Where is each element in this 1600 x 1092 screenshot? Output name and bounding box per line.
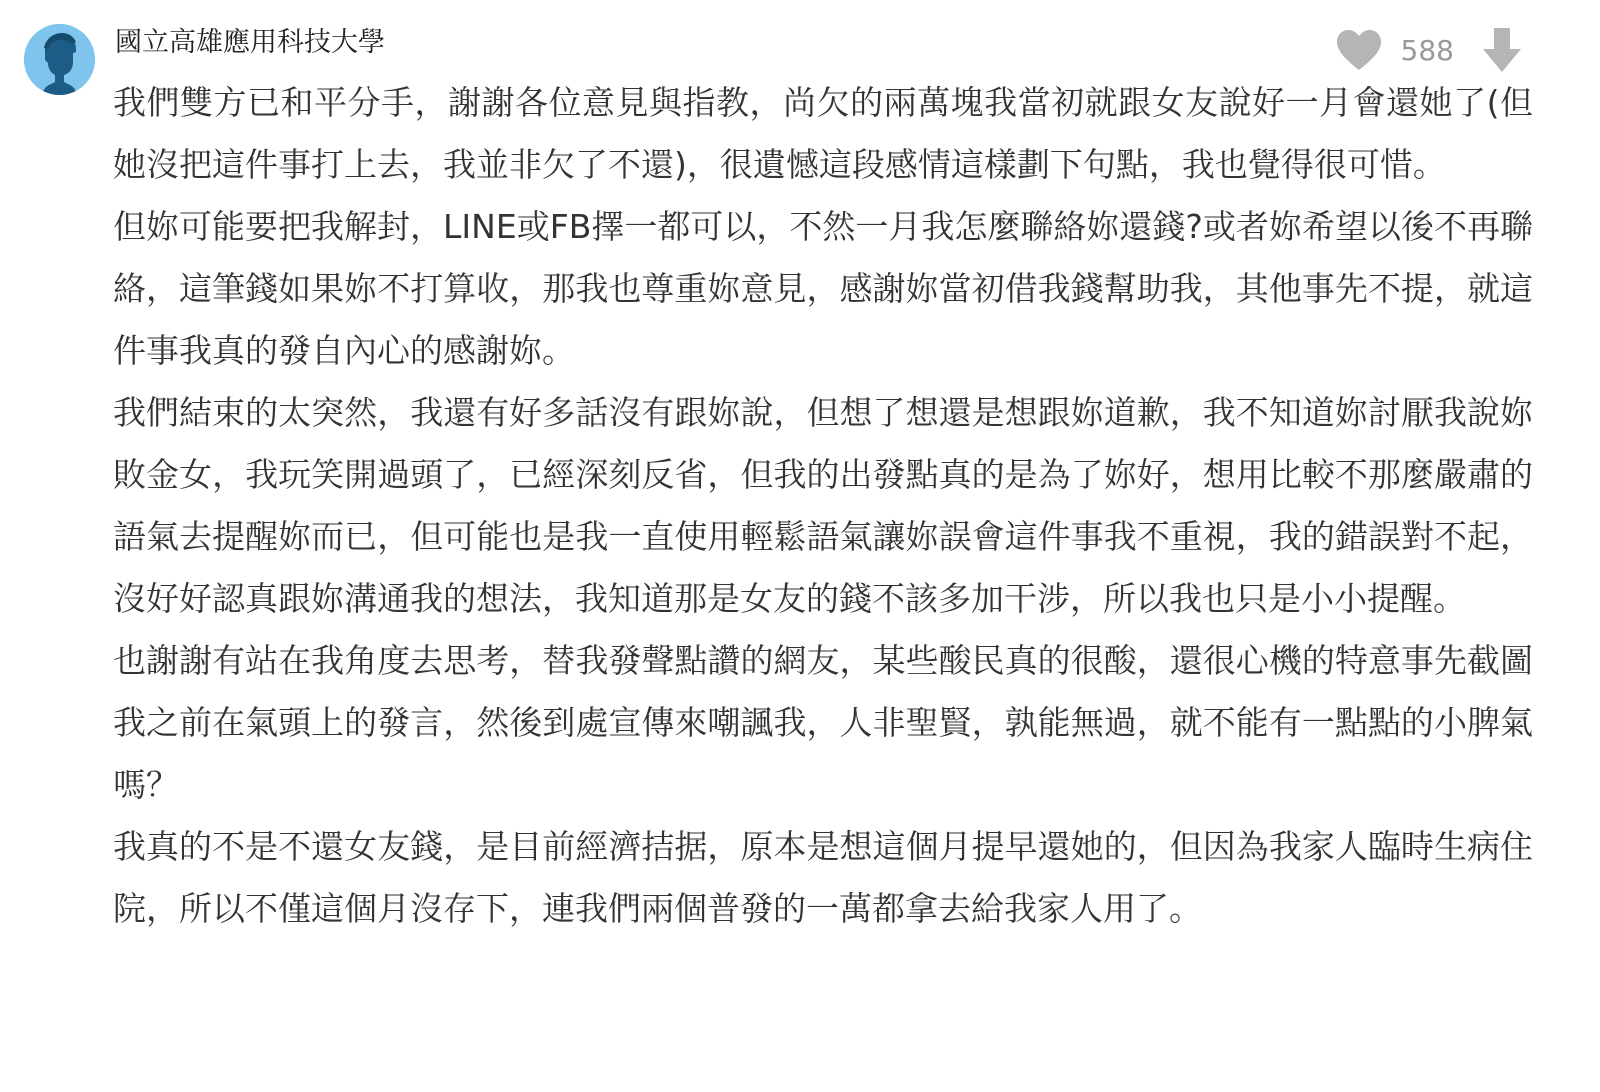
dislike-button[interactable] [1482, 27, 1522, 73]
heart-icon [1336, 29, 1382, 71]
arrow-down-icon [1482, 27, 1522, 73]
comment-paragraph: 我們雙方已和平分手，謝謝各位意見與指教，尚欠的兩萬塊我當初就跟女友說好一月會還她了(但她沒把這件事打上去，我並非欠了不還)，很遺憾這段感情這樣劃下句點，我也覺得很可惜。 [113, 83, 1533, 184]
author-avatar[interactable] [24, 24, 95, 95]
comment-paragraph: 也謝謝有站在我角度去思考，替我發聲點讚的網友，某些酸民真的很酸，還很心機的特意事先截圖我之前在氣頭上的發言，然後到處宣傳來嘲諷我，人非聖賢，孰能無過，就不能有一點點的小脾氣嗎？ [113, 641, 1533, 804]
comment-body [113, 72, 1533, 940]
comment-paragraph: 我真的不是不還女友錢，是目前經濟拮据，原本是想這個月提早還她的，但因為我家人臨時生病住院，所以不僅這個月沒存下，連我們兩個普發的一萬都拿去給我家人用了。 [113, 827, 1533, 928]
like-count: 588 [1400, 33, 1454, 67]
like-button[interactable] [1335, 28, 1383, 72]
reaction-bar [1335, 26, 1522, 74]
default-user-avatar-icon [24, 24, 95, 95]
author-school-name[interactable]: 國立高雄應用科技大學 [115, 27, 385, 58]
comment-paragraph: 但妳可能要把我解封，LINE或FB擇一都可以，不然一月我怎麼聯絡妳還錢?或者妳希望以後不再聯絡，這筆錢如果妳不打算收，那我也尊重妳意見，感謝妳當初借我錢幫助我，其他事先不提，就這件事我真的發自內心的感謝妳。 [113, 207, 1533, 370]
comment-paragraph: 我們結束的太突然，我還有好多話沒有跟妳說，但想了想還是想跟妳道歉，我不知道妳討厭我說妳敗金女，我玩笑開過頭了，已經深刻反省，但我的出發點真的是為了妳好，想用比較不那麼嚴肅的語氣去提醒妳而已，但可能也是我一直使用輕鬆語氣讓妳誤會這件事我不重視，我的錯誤對不起，沒好好認真跟妳溝通我的想法，我知道那是女友的錢不該多加干涉，所以我也只是小小提醒。 [113, 393, 1533, 618]
